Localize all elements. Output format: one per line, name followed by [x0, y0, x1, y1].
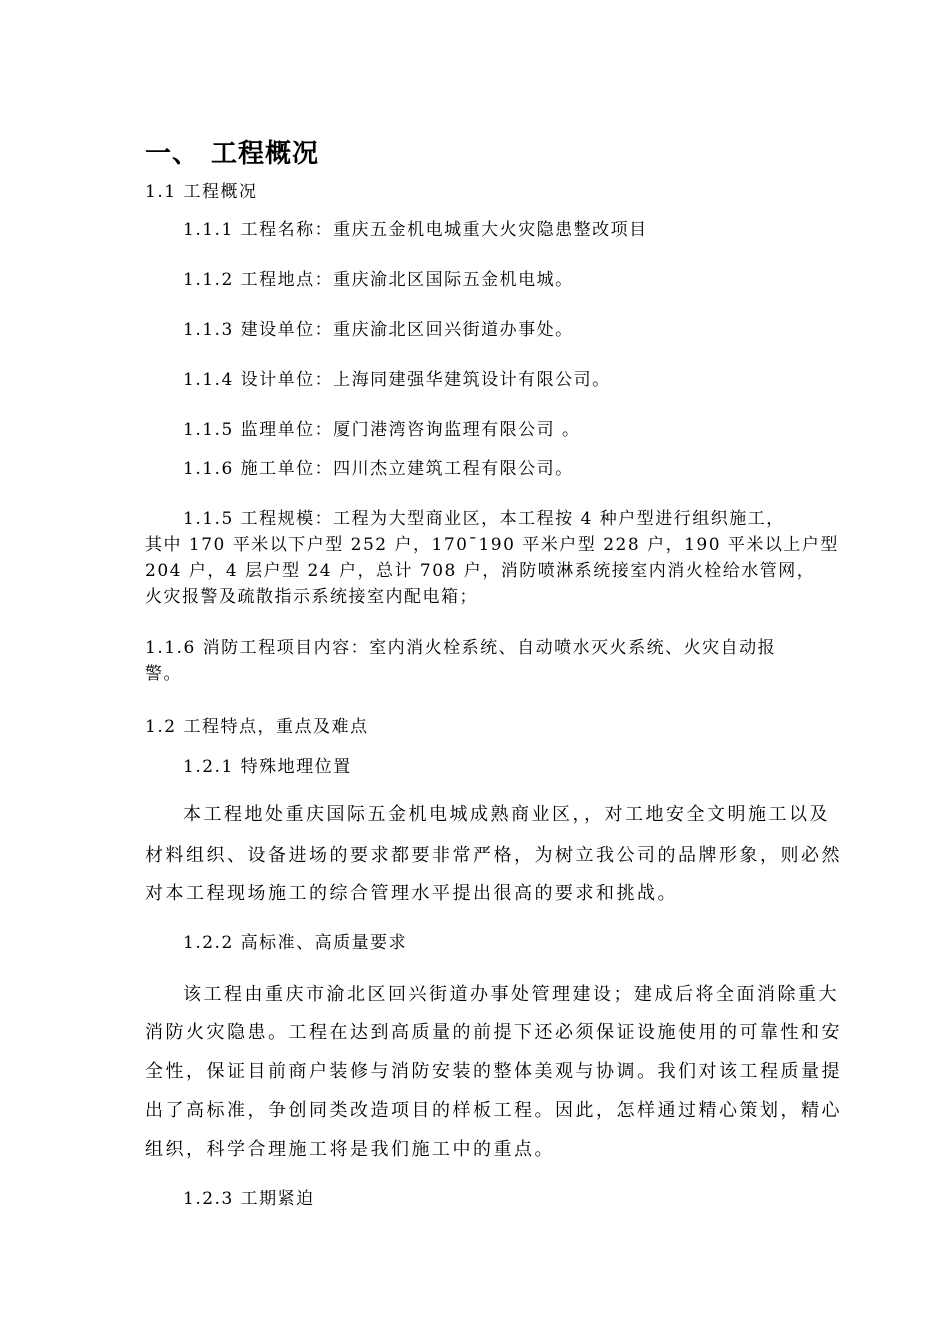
paragraph-line: 组织，科学合理施工将是我们施工中的重点。 [145, 1139, 555, 1160]
scale-line: 其中 170 平米以下户型 252 户，170¯190 平米户型 228 户，190 平米以上户型 [145, 535, 839, 555]
fire-scope-line: 警。 [145, 664, 182, 684]
scale-line: 1.1.5 工程规模：工程为大型商业区，本工程按 4 种户型进行组织施工， [183, 509, 785, 529]
subsection-1-2-1-title: 1.2.1 特殊地理位置 [183, 757, 352, 777]
paragraph-line: 全性，保证目前商户装修与消防安装的整体美观与协调。我们对该工程质量提 [145, 1061, 842, 1082]
section-1-2-title: 1.2 工程特点，重点及难点 [145, 717, 369, 737]
paragraph-line: 对本工程现场施工的综合管理水平提出很高的要求和挑战。 [145, 883, 678, 904]
chapter-number: 一、 [145, 139, 200, 169]
section-1-1-title: 1.1 工程概况 [145, 182, 258, 202]
item-contractor: 1.1.6 施工单位：四川杰立建筑工程有限公司。 [183, 459, 574, 479]
paragraph-line: 出了高标准，争创同类改造项目的样板工程。因此，怎样通过精心策划，精心 [145, 1100, 842, 1121]
fire-scope-line: 1.1.6 消防工程项目内容：室内消火栓系统、自动喷水灭火系统、火灾自动报 [145, 638, 777, 658]
item-construction-unit: 1.1.3 建设单位：重庆渝北区回兴街道办事处。 [183, 320, 574, 340]
paragraph-line: 该工程由重庆市渝北区回兴街道办事处管理建设；建成后将全面消除重大 [183, 984, 839, 1005]
item-supervision-unit: 1.1.5 监理单位：厦门港湾咨询监理有限公司 。 [183, 420, 581, 440]
chapter-title: 工程概况 [211, 139, 320, 169]
paragraph-line: 材料组织、设备进场的要求都要非常严格，为树立我公司的品牌形象，则必然 [145, 845, 842, 866]
scale-line: 火灾报警及疏散指示系统接室内配电箱； [145, 587, 478, 607]
scale-line: 204 户，4 层户型 24 户，总计 708 户，消防喷淋系统接室内消火栓给水管网， [145, 561, 816, 581]
subsection-1-2-3-title: 1.2.3 工期紧迫 [183, 1189, 315, 1209]
subsection-1-2-2-title: 1.2.2 高标准、高质量要求 [183, 933, 408, 953]
paragraph-line: 本工程地处重庆国际五金机电城成熟商业区，，对工地安全文明施工以及 [183, 804, 830, 825]
item-design-unit: 1.1.4 设计单位：上海同建强华建筑设计有限公司。 [183, 370, 611, 390]
paragraph-line: 消防火灾隐患。工程在达到高质量的前提下还必须保证设施使用的可靠性和安 [145, 1022, 842, 1043]
item-project-name: 1.1.1 工程名称：重庆五金机电城重大火灾隐患整改项目 [183, 220, 648, 240]
item-project-location: 1.1.2 工程地点：重庆渝北区国际五金机电城。 [183, 270, 574, 290]
